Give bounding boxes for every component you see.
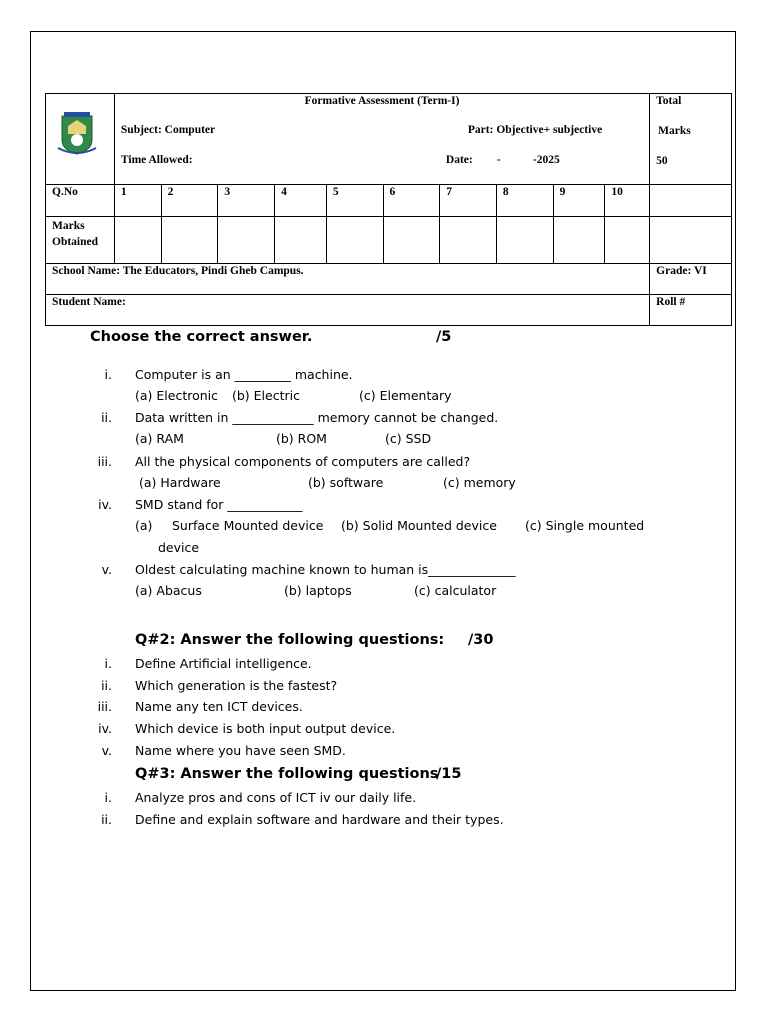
q1-opt-c: (c) Elementary (359, 388, 452, 403)
s2-q2-num: ii. (101, 678, 112, 693)
qno-2: 2 (161, 185, 218, 217)
marks-cell-7[interactable] (440, 217, 497, 264)
s3-q1-text: Analyze pros and cons of ICT iv our daily life. (135, 790, 417, 805)
q1-text: Computer is an _________ machine. (135, 367, 353, 382)
total-marks: 50 (656, 155, 668, 167)
student-name[interactable]: Student Name: (46, 295, 650, 326)
q2-num: ii. (101, 410, 112, 425)
q3-num: iii. (97, 454, 112, 469)
q2-opt-c: (c) SSD (385, 431, 432, 446)
qno-5: 5 (326, 185, 383, 217)
q4-text: SMD stand for ____________ (135, 497, 303, 512)
total-label: Total (656, 95, 682, 107)
header-table (45, 93, 732, 326)
q3-opt-c: (c) memory (443, 475, 516, 490)
total-marks-cell (650, 94, 732, 185)
marks-cell-1[interactable] (114, 217, 161, 264)
logo-cell (46, 94, 115, 185)
q5-opt-c: (c) calculator (414, 583, 497, 598)
q3-opt-b: (b) software (308, 475, 384, 490)
q2-opt-b: (b) ROM (276, 431, 327, 446)
s2-q5-text: Name where you have seen SMD. (135, 743, 346, 758)
roll-number[interactable]: Roll # (650, 295, 732, 326)
s2-q4-num: iv. (98, 721, 112, 736)
school-name: School Name: The Educators, Pindi Gheb Campus. (46, 264, 650, 295)
marks-cell-9[interactable] (553, 217, 605, 264)
title-cell (114, 94, 649, 185)
s3-q2-text: Define and explain software and hardware and their types. (135, 812, 504, 827)
marks-cell-2[interactable] (161, 217, 218, 264)
q5-opt-b: (b) laptops (284, 583, 352, 598)
s2-q2-text: Which generation is the fastest? (135, 678, 338, 693)
marks-label: Marks (658, 125, 691, 137)
qno-7: 7 (440, 185, 497, 217)
marks-cell-3[interactable] (218, 217, 275, 264)
q3-text: All the physical components of computers are called? (135, 454, 471, 469)
s2-q5-num: v. (101, 743, 112, 758)
marks-obtained-label: Marks Obtained (46, 217, 115, 264)
date-year: -2025 (532, 154, 560, 166)
q5-text: Oldest calculating machine known to human is______________ (135, 562, 516, 577)
q3-opt-a: (a) Hardware (139, 475, 221, 490)
q4-opt-b: (b) Solid Mounted device (341, 518, 497, 533)
marks-cell-total[interactable] (650, 217, 732, 264)
q1-opt-a: (a) Electronic (135, 388, 219, 403)
qno-label: Q.No (46, 185, 115, 217)
marks-cell-10[interactable] (605, 217, 650, 264)
s2-q3-text: Name any ten ICT devices. (135, 699, 303, 714)
qno-6: 6 (383, 185, 440, 217)
s2-q4-text: Which device is both input output device. (135, 721, 396, 736)
q4-num: iv. (98, 497, 112, 512)
q5-num: v. (101, 562, 112, 577)
section3-title: Q#3: Answer the following questions (135, 766, 439, 782)
q1-opt-b: (b) Electric (232, 388, 300, 403)
assessment-title: Formative Assessment (Term-I) (304, 95, 460, 107)
qno-1: 1 (114, 185, 161, 217)
part: Part: Objective+ subjective (467, 124, 603, 136)
section2-title: Q#2: Answer the following questions: (135, 632, 445, 648)
qno-8: 8 (496, 185, 553, 217)
section1-title: Choose the correct answer. (90, 329, 313, 345)
s3-q1-num: i. (104, 790, 112, 805)
s2-q1-num: i. (104, 656, 112, 671)
qno-10: 10 (605, 185, 650, 217)
section2-marks: /30 (468, 632, 494, 648)
q4-opt-a: (a) (135, 518, 153, 533)
q1-num: i. (104, 367, 112, 382)
date-label: Date: (445, 154, 473, 166)
marks-cell-5[interactable] (326, 217, 383, 264)
qno-blank (650, 185, 732, 217)
s3-q2-num: ii. (101, 812, 112, 827)
q4-opt-c-cont: device (158, 540, 200, 555)
q5-opt-a: (a) Abacus (135, 583, 202, 598)
q4-opt-c: (c) Single mounted (525, 518, 645, 533)
marks-cell-6[interactable] (383, 217, 440, 264)
marks-cell-4[interactable] (275, 217, 327, 264)
school-logo (54, 110, 100, 158)
time-allowed: Time Allowed: (120, 154, 193, 166)
qno-9: 9 (553, 185, 605, 217)
date-dash: - (496, 154, 501, 166)
qno-4: 4 (275, 185, 327, 217)
grade: Grade: VI (650, 264, 732, 295)
s2-q1-text: Define Artificial intelligence. (135, 656, 312, 671)
q2-opt-a: (a) RAM (135, 431, 184, 446)
qno-3: 3 (218, 185, 275, 217)
q4-opt-a-text: Surface Mounted device (172, 518, 324, 533)
section1-marks: /5 (436, 329, 452, 345)
q2-text: Data written in _____________ memory cannot be changed. (135, 410, 499, 425)
section3-marks: /15 (436, 766, 462, 782)
subject: Subject: Computer (120, 124, 216, 136)
s2-q3-num: iii. (97, 699, 112, 714)
marks-cell-8[interactable] (496, 217, 553, 264)
